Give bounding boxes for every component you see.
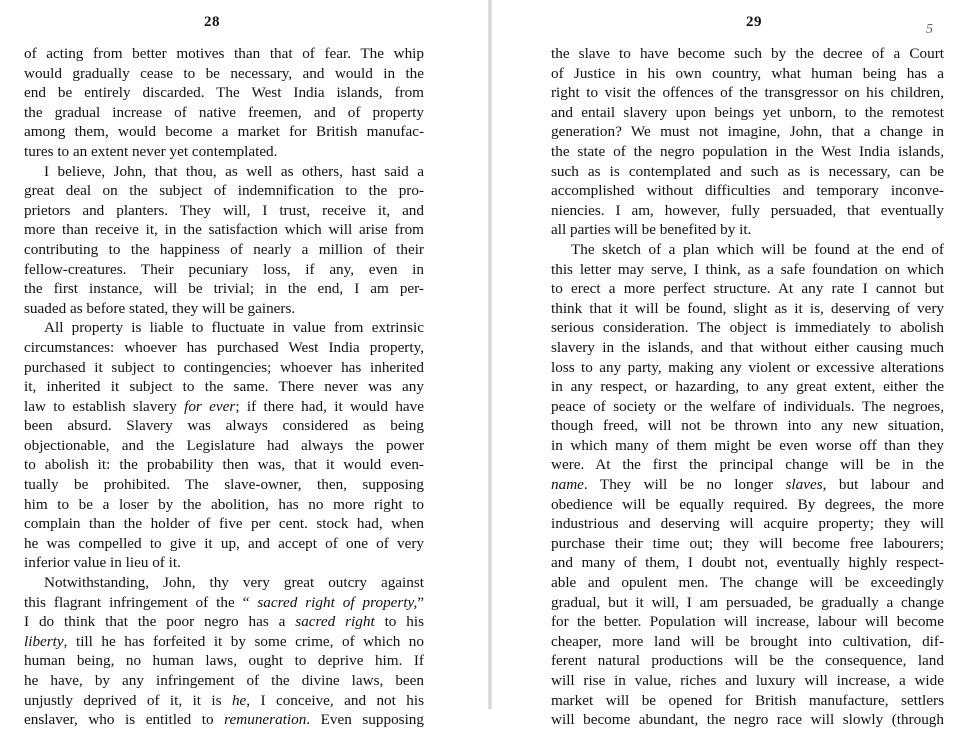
text-segment: purchased it subject to contingencies; whoever has inherited <box>24 358 424 376</box>
text-line <box>551 651 944 671</box>
text-segment: such as is contemplated and such as is necessary, can be <box>551 162 944 180</box>
text-segment: I believe, John, that thou, as well as others, hast said a <box>44 162 424 180</box>
text-segment: he have, by any infringement of the divine laws, been <box>24 672 424 689</box>
text-line <box>24 220 424 240</box>
text-line <box>24 495 424 515</box>
text-line <box>24 671 424 691</box>
text-segment: , till he has forfeited it by some crime, of which no <box>63 632 424 650</box>
right-page-text <box>551 44 944 730</box>
text-line <box>24 553 424 573</box>
text-segment: the gradual increase of native freemen, and of property <box>24 103 424 121</box>
italic-text: name <box>551 476 584 494</box>
text-line <box>24 358 424 378</box>
text-segment: him to be a loser by the abolition, has no more right to <box>24 495 424 513</box>
text-segment: and many of them, I doubt not, eventually highly respect- <box>551 554 944 572</box>
text-line <box>24 416 424 436</box>
text-line <box>551 122 944 142</box>
text-line <box>24 83 424 103</box>
text-segment: were. At the first the principal change will be in the <box>551 456 944 474</box>
text-segment: great deal on the subject of indemnification to the pro- <box>24 182 424 200</box>
text-line <box>24 338 424 358</box>
text-segment: and entail slavery upon beings yet unborn, to the remotest <box>551 103 944 121</box>
text-segment: able and opulent men. The change will be exceedingly <box>551 574 944 592</box>
text-line <box>551 534 944 554</box>
text-segment: in which many of them might be even worse off than they <box>551 436 944 454</box>
text-segment: slavery in the islands, and that without either causing much <box>551 338 944 356</box>
text-line <box>551 475 944 495</box>
text-line <box>24 44 424 64</box>
text-line <box>551 671 944 691</box>
text-segment: he was compelled to give it up, and accept of one of very <box>24 534 424 552</box>
left-page <box>0 0 490 729</box>
text-segment: of acting from better motives than that of fear. The whip <box>24 45 424 62</box>
text-segment: would gradually cease to be necessary, and would in the <box>24 64 424 82</box>
text-segment: law to establish slavery <box>24 397 185 415</box>
text-line <box>24 691 424 711</box>
text-segment: peace of society or the welfare of individuals. The negroes, <box>551 397 944 415</box>
text-segment: human being, no human laws, ought to deprive him. If <box>24 652 424 670</box>
text-line <box>551 377 944 397</box>
italic-text: for ever <box>184 397 236 415</box>
text-line <box>24 710 424 730</box>
text-segment: all parties will be benefited by it. <box>551 221 752 239</box>
text-segment: for the better. Population will increase, labour will become <box>551 613 944 631</box>
text-line <box>551 44 944 64</box>
text-segment: niencies. I am, however, fully persuaded, that eventually <box>551 201 944 219</box>
text-line <box>551 260 944 280</box>
pencil-annotation: 5 <box>926 22 933 37</box>
text-segment: gradual, but it will, I am persuaded, be gradually a change <box>551 593 944 611</box>
right-page-number: 29 <box>746 14 762 30</box>
text-segment: enslaver, who is entitled to <box>24 711 225 729</box>
italic-text: slaves <box>785 476 823 494</box>
text-line <box>24 593 424 613</box>
text-line <box>551 397 944 417</box>
text-segment: Notwithstanding, John, thy very great outcry against <box>44 574 424 592</box>
left-page-text <box>24 44 424 730</box>
text-segment: I do think that the poor negro has a <box>24 613 296 631</box>
text-line <box>24 397 424 417</box>
italic-text: liberty <box>24 632 64 650</box>
italic-text: sacred right <box>295 613 375 631</box>
text-segment: end be entirely discarded. The West India islands, from <box>24 84 424 102</box>
text-line <box>551 416 944 436</box>
text-line <box>24 162 424 182</box>
text-segment: loss to any party, making any violent or excessive alterations <box>551 358 944 376</box>
text-line <box>551 455 944 475</box>
text-segment: more than receive it, in the satisfaction which will arise from <box>24 221 424 239</box>
text-segment: ferent natural productions will be the consequence, land <box>551 652 944 670</box>
text-segment: purchase their time out; they will become free labourers; <box>551 534 944 552</box>
italic-text: remuneration <box>224 711 307 729</box>
text-line <box>24 318 424 338</box>
text-segment: generation? We must not imagine, John, that a change in <box>551 123 944 141</box>
text-line <box>551 514 944 534</box>
text-line <box>24 475 424 495</box>
text-line <box>24 436 424 456</box>
text-line <box>24 181 424 201</box>
text-segment: to his <box>374 613 424 631</box>
right-page <box>490 0 980 729</box>
text-line <box>24 612 424 632</box>
text-segment: All property is liable to fluctuate in value from extrinsic <box>44 319 424 337</box>
text-line <box>551 83 944 103</box>
text-segment: the slave to have become such by the decree of a Court <box>551 45 944 62</box>
left-page-number: 28 <box>204 14 220 30</box>
text-segment: of Justice in his own country, what human being has a <box>551 64 944 82</box>
text-line <box>551 299 944 319</box>
text-line <box>551 318 944 338</box>
text-segment: prietors and planters. They will, I trust, receive it, and <box>24 201 424 219</box>
text-segment: to abolish it: the probability then was, that it would even- <box>24 456 424 474</box>
text-segment: to erect a more perfect structure. At any rate I cannot but <box>551 280 944 298</box>
text-segment: contributing to the happiness of nearly a million of their <box>24 240 424 258</box>
text-segment: it, inherited it subject to the same. There never was any <box>24 378 424 396</box>
text-segment: this letter may serve, I think, as a safe foundation on which <box>551 260 944 278</box>
text-line <box>24 122 424 142</box>
text-segment: ” <box>417 593 424 611</box>
text-line <box>24 64 424 84</box>
text-line <box>551 181 944 201</box>
text-segment: suaded as before stated, they will be gainers. <box>24 299 296 317</box>
text-segment: , but labour and <box>822 476 944 494</box>
text-line <box>551 553 944 573</box>
text-segment: tures to an extent never yet contemplated. <box>24 142 278 160</box>
text-line <box>551 338 944 358</box>
text-line <box>24 573 424 593</box>
text-segment: inferior value in lieu of it. <box>24 554 181 572</box>
text-line <box>551 103 944 123</box>
text-line <box>551 593 944 613</box>
text-line <box>24 279 424 299</box>
text-line <box>24 632 424 652</box>
text-segment: fellow-creatures. Their pecuniary loss, if any, even in <box>24 260 424 278</box>
text-line <box>24 240 424 260</box>
text-line <box>24 299 424 319</box>
text-line <box>551 240 944 260</box>
text-line <box>24 534 424 554</box>
text-segment: will rise in value, riches and luxury will increase, a wide <box>551 672 944 689</box>
text-line <box>551 201 944 221</box>
text-segment: serious consideration. The object is immediately to abolish <box>551 319 944 337</box>
text-segment: the first instance, will be trivial; in the end, I am per- <box>24 280 424 298</box>
text-line <box>551 358 944 378</box>
text-segment: The sketch of a plan which will be found at the end of <box>571 240 944 258</box>
text-segment: market will be opened for British manufacture, settlers <box>551 691 944 709</box>
text-segment: think that it will be found, slight as it is, deserving of very <box>551 299 944 317</box>
text-segment: in any respect, or hazarding, to any great extent, either the <box>551 378 944 396</box>
text-line <box>24 514 424 534</box>
text-line <box>551 612 944 632</box>
text-segment: unjustly deprived of it, it is <box>24 691 232 709</box>
text-segment: obedience will be equally required. By degrees, the more <box>551 495 944 513</box>
text-line <box>551 573 944 593</box>
text-segment: the state of the negro population in the West India islands, <box>551 142 944 160</box>
text-line <box>551 495 944 515</box>
text-segment: . Even supposing <box>306 711 424 729</box>
text-line <box>551 710 944 730</box>
text-line <box>24 377 424 397</box>
text-segment: circumstances: whoever has purchased West India property, <box>24 338 424 356</box>
text-line <box>551 632 944 652</box>
text-segment: though freed, will not be thrown into any new situation, <box>551 417 944 435</box>
text-segment: cheaper, more land will be brought into cultivation, dif- <box>551 632 944 650</box>
text-line <box>551 142 944 162</box>
text-segment: complain than the holder of five per cent. stock had, when <box>24 515 424 533</box>
text-segment: . They will be no longer <box>583 476 786 494</box>
text-line <box>24 142 424 162</box>
text-segment: accomplished without difficulties and temporary inconve- <box>551 182 944 200</box>
text-segment: right to visit the offences of the transgressor on his children, <box>551 84 944 102</box>
text-segment: ; if there had, it would have <box>235 397 424 415</box>
italic-text: sacred right of property, <box>257 593 418 611</box>
text-segment: among them, would become a market for British manufac- <box>24 123 424 141</box>
text-segment: industrious and deserving will acquire property; they will <box>551 515 944 533</box>
text-line <box>551 64 944 84</box>
text-line <box>24 201 424 221</box>
text-line <box>551 436 944 456</box>
text-segment: will become abundant, the negro race will slowly (through <box>551 711 944 729</box>
text-segment: this flagrant infringement of the “ <box>24 593 258 611</box>
text-line <box>551 279 944 299</box>
text-segment: been absurd. Slavery was always considered as being <box>24 417 424 435</box>
italic-text: he <box>231 691 247 709</box>
text-line <box>551 691 944 711</box>
text-line <box>24 455 424 475</box>
text-line <box>24 651 424 671</box>
text-line <box>24 103 424 123</box>
text-segment: , I conceive, and not his <box>246 691 424 709</box>
text-segment: objectionable, and the Legislature had always the power <box>24 436 424 454</box>
text-line <box>551 162 944 182</box>
text-segment: tually be prohibited. The slave-owner, then, supposing <box>24 476 424 494</box>
text-line <box>551 220 944 240</box>
text-line <box>24 260 424 280</box>
